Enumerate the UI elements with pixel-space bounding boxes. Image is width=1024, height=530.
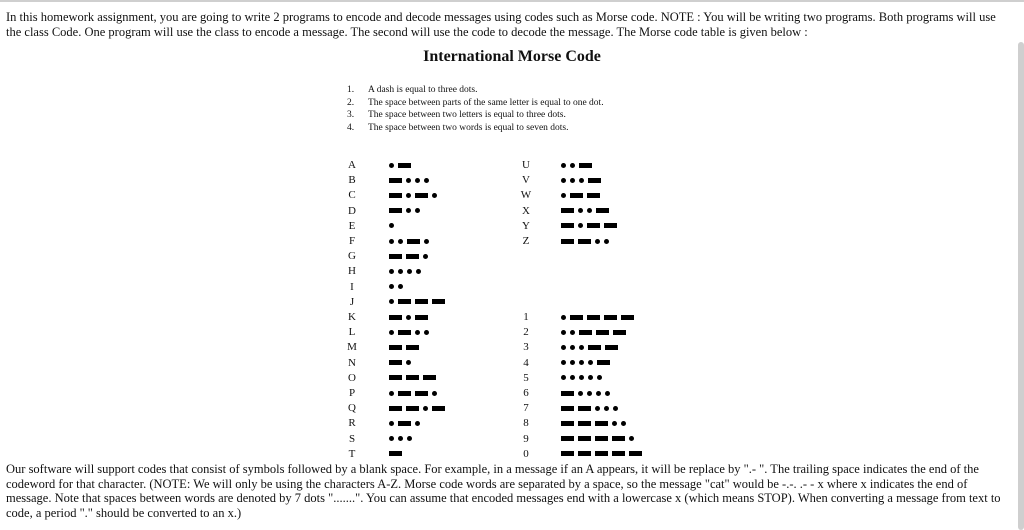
morse-dot bbox=[570, 178, 575, 183]
rule-item bbox=[347, 109, 604, 122]
morse-dash bbox=[389, 360, 402, 365]
morse-dot bbox=[596, 391, 601, 396]
morse-code-symbols bbox=[389, 207, 420, 215]
morse-dot bbox=[604, 406, 609, 411]
morse-dot bbox=[588, 375, 593, 380]
morse-code-symbols bbox=[389, 161, 411, 169]
morse-dot bbox=[407, 436, 412, 441]
morse-row-8 bbox=[519, 416, 719, 430]
morse-dot bbox=[561, 163, 566, 168]
morse-dot bbox=[407, 269, 412, 274]
morse-dot bbox=[423, 254, 428, 259]
morse-dash bbox=[613, 330, 626, 335]
morse-code-symbols bbox=[389, 237, 429, 245]
morse-dash bbox=[415, 299, 428, 304]
rule-number: 2. bbox=[347, 97, 355, 108]
morse-dash bbox=[432, 406, 445, 411]
morse-dot bbox=[432, 391, 437, 396]
morse-dot bbox=[398, 269, 403, 274]
morse-dot bbox=[398, 239, 403, 244]
morse-dash bbox=[389, 451, 402, 456]
morse-char: A bbox=[348, 159, 356, 171]
morse-dash bbox=[595, 421, 608, 426]
morse-dash bbox=[561, 436, 574, 441]
morse-dash bbox=[406, 345, 419, 350]
morse-dot bbox=[423, 406, 428, 411]
morse-row-p bbox=[345, 386, 545, 400]
morse-dash bbox=[398, 299, 411, 304]
morse-char: K bbox=[348, 311, 356, 323]
morse-code-symbols bbox=[561, 237, 609, 245]
morse-char: P bbox=[348, 387, 356, 399]
morse-code-symbols bbox=[389, 191, 437, 199]
morse-dot bbox=[561, 193, 566, 198]
morse-code-symbols bbox=[561, 374, 602, 382]
morse-row-s bbox=[345, 432, 545, 446]
morse-dot bbox=[621, 421, 626, 426]
morse-dash bbox=[595, 436, 608, 441]
morse-dot bbox=[613, 406, 618, 411]
morse-dash bbox=[561, 391, 574, 396]
morse-dot bbox=[561, 345, 566, 350]
morse-dot bbox=[629, 436, 634, 441]
rule-text: A dash is equal to three dots. bbox=[368, 85, 478, 95]
morse-code-symbols bbox=[561, 359, 610, 367]
morse-dash bbox=[612, 451, 625, 456]
morse-char: E bbox=[348, 219, 356, 232]
morse-dot bbox=[415, 178, 420, 183]
morse-dash bbox=[389, 315, 402, 320]
morse-dash bbox=[561, 239, 574, 244]
morse-dot bbox=[406, 193, 411, 198]
rule-text: The space between two letters is equal to three dots. bbox=[368, 110, 566, 120]
morse-code-symbols bbox=[389, 267, 421, 275]
morse-dash bbox=[587, 315, 600, 320]
morse-code-symbols bbox=[389, 374, 436, 382]
morse-code-symbols bbox=[561, 450, 642, 458]
morse-dash bbox=[561, 421, 574, 426]
rule-number: 4. bbox=[347, 122, 355, 133]
morse-row-9 bbox=[519, 432, 719, 446]
rule-text: The space between parts of the same letter is equal to one dot. bbox=[368, 97, 604, 108]
morse-dot bbox=[415, 330, 420, 335]
morse-char: M bbox=[347, 341, 357, 354]
morse-dash bbox=[389, 345, 402, 350]
morse-code-symbols bbox=[389, 222, 394, 230]
morse-dot bbox=[389, 284, 394, 289]
morse-code-symbols bbox=[561, 161, 592, 169]
morse-row-4 bbox=[519, 356, 719, 370]
morse-dash bbox=[406, 254, 419, 259]
morse-dash bbox=[578, 451, 591, 456]
rule-item bbox=[347, 122, 604, 135]
morse-row-0 bbox=[519, 447, 719, 461]
morse-dot bbox=[389, 421, 394, 426]
morse-code-symbols bbox=[389, 435, 412, 443]
morse-dash bbox=[588, 345, 601, 350]
morse-char: Y bbox=[522, 219, 530, 232]
morse-row-r bbox=[345, 416, 545, 430]
morse-dot bbox=[406, 360, 411, 365]
morse-dot bbox=[432, 193, 437, 198]
morse-row-g bbox=[345, 249, 545, 263]
morse-dash bbox=[423, 375, 436, 380]
morse-row-b bbox=[345, 173, 545, 187]
morse-dash bbox=[595, 451, 608, 456]
morse-dash bbox=[407, 239, 420, 244]
morse-dot bbox=[398, 284, 403, 289]
morse-dot bbox=[570, 375, 575, 380]
morse-dash bbox=[612, 436, 625, 441]
morse-code-symbols bbox=[561, 435, 634, 443]
morse-row-c bbox=[345, 188, 545, 202]
morse-code-symbols bbox=[389, 404, 445, 412]
morse-dot bbox=[389, 299, 394, 304]
morse-dot bbox=[595, 406, 600, 411]
morse-row-3 bbox=[519, 340, 719, 354]
morse-char: 0 bbox=[523, 447, 529, 460]
morse-dash bbox=[398, 421, 411, 426]
morse-dash bbox=[389, 375, 402, 380]
morse-dash bbox=[389, 254, 402, 259]
morse-dash bbox=[605, 345, 618, 350]
morse-dot bbox=[389, 163, 394, 168]
morse-char: D bbox=[348, 204, 356, 217]
morse-dot bbox=[570, 330, 575, 335]
morse-char: 2 bbox=[523, 326, 529, 339]
morse-char: 8 bbox=[523, 417, 529, 430]
morse-code-symbols bbox=[561, 191, 600, 199]
morse-code-symbols bbox=[561, 176, 601, 184]
morse-dash bbox=[578, 436, 591, 441]
morse-dot bbox=[406, 315, 411, 320]
morse-char: H bbox=[348, 265, 356, 278]
morse-dash bbox=[604, 223, 617, 228]
morse-code-symbols bbox=[561, 222, 617, 230]
morse-char: 4 bbox=[523, 356, 529, 369]
morse-dash bbox=[406, 375, 419, 380]
morse-dot bbox=[389, 269, 394, 274]
morse-char: J bbox=[349, 295, 355, 308]
morse-char: G bbox=[348, 250, 356, 263]
morse-dot bbox=[570, 345, 575, 350]
morse-row-a bbox=[345, 158, 545, 172]
morse-code-symbols bbox=[389, 298, 445, 306]
morse-dot bbox=[578, 223, 583, 228]
morse-char: W bbox=[520, 189, 532, 202]
morse-dash bbox=[596, 208, 609, 213]
morse-code-symbols bbox=[561, 328, 626, 336]
morse-dot bbox=[389, 436, 394, 441]
morse-row-n bbox=[345, 356, 545, 370]
morse-char: 3 bbox=[523, 341, 529, 354]
morse-code-symbols bbox=[389, 389, 437, 397]
morse-dash bbox=[389, 193, 402, 198]
morse-dot bbox=[612, 421, 617, 426]
morse-char: 6 bbox=[523, 387, 529, 399]
morse-code-symbols bbox=[389, 419, 420, 427]
morse-row-w bbox=[519, 188, 719, 202]
morse-row-y bbox=[519, 219, 719, 233]
morse-dot bbox=[561, 375, 566, 380]
morse-dash bbox=[561, 406, 574, 411]
morse-dot bbox=[579, 345, 584, 350]
morse-dot bbox=[389, 391, 394, 396]
morse-dot bbox=[587, 391, 592, 396]
morse-row-x bbox=[519, 204, 719, 218]
morse-row-7 bbox=[519, 401, 719, 415]
rule-item bbox=[347, 84, 604, 97]
morse-dash bbox=[415, 315, 428, 320]
morse-dash bbox=[561, 451, 574, 456]
morse-row-h bbox=[345, 264, 545, 278]
morse-row-i bbox=[345, 280, 545, 294]
morse-row-l bbox=[345, 325, 545, 339]
morse-dash bbox=[597, 360, 610, 365]
morse-code-symbols bbox=[561, 419, 626, 427]
morse-dash bbox=[561, 223, 574, 228]
morse-row-2 bbox=[519, 325, 719, 339]
morse-dash bbox=[398, 391, 411, 396]
morse-dot bbox=[415, 421, 420, 426]
morse-dash bbox=[398, 330, 411, 335]
morse-dash bbox=[398, 163, 411, 168]
morse-dash bbox=[406, 406, 419, 411]
morse-row-j bbox=[345, 295, 545, 309]
morse-dash bbox=[587, 223, 600, 228]
morse-code-symbols bbox=[389, 450, 402, 458]
morse-dash bbox=[570, 193, 583, 198]
morse-char: Q bbox=[348, 402, 356, 415]
morse-code-symbols bbox=[389, 313, 428, 321]
rule-text: The space between two words is equal to seven dots. bbox=[368, 122, 569, 133]
morse-dash bbox=[604, 315, 617, 320]
morse-char: 7 bbox=[523, 402, 529, 415]
morse-dash bbox=[415, 193, 428, 198]
morse-dash bbox=[587, 193, 600, 198]
morse-dot bbox=[578, 208, 583, 213]
morse-dot bbox=[406, 178, 411, 183]
morse-dash bbox=[561, 208, 574, 213]
morse-row-z bbox=[519, 234, 719, 248]
morse-char: N bbox=[348, 356, 356, 369]
rule-item bbox=[347, 97, 604, 110]
intro-paragraph: In this homework assignment, you are going to write 2 programs to encode and decode messages using codes such as Morse code. NOTE : You will be writing two programs. Both programs will use the class Code. One program will use the class to encode a message. The second will use the code to decode the message. The Morse code table is given below : bbox=[6, 10, 996, 39]
morse-row-6 bbox=[519, 386, 719, 400]
morse-dash bbox=[578, 421, 591, 426]
morse-row-1 bbox=[519, 310, 719, 324]
morse-code-symbols bbox=[389, 283, 403, 291]
morse-dash bbox=[588, 178, 601, 183]
morse-dot bbox=[579, 178, 584, 183]
morse-code-symbols bbox=[389, 359, 411, 367]
morse-dash bbox=[578, 239, 591, 244]
morse-char: B bbox=[348, 174, 356, 187]
morse-dash bbox=[579, 330, 592, 335]
morse-dot bbox=[561, 330, 566, 335]
morse-dot bbox=[595, 239, 600, 244]
morse-char: 5 bbox=[523, 371, 529, 384]
morse-code-symbols bbox=[561, 343, 618, 351]
morse-dot bbox=[415, 208, 420, 213]
morse-char: S bbox=[348, 432, 356, 445]
morse-rules-list bbox=[347, 84, 604, 134]
morse-dot bbox=[424, 239, 429, 244]
morse-code-symbols bbox=[389, 176, 429, 184]
morse-dot bbox=[579, 375, 584, 380]
morse-dot bbox=[588, 360, 593, 365]
morse-dot bbox=[561, 360, 566, 365]
morse-dot bbox=[561, 315, 566, 320]
morse-code-symbols bbox=[389, 343, 419, 351]
morse-dot bbox=[406, 208, 411, 213]
morse-row-u bbox=[519, 158, 719, 172]
morse-code-symbols bbox=[389, 328, 429, 336]
morse-dash bbox=[621, 315, 634, 320]
morse-code-symbols bbox=[389, 252, 428, 260]
morse-dot bbox=[389, 330, 394, 335]
morse-dash bbox=[629, 451, 642, 456]
morse-row-e bbox=[345, 219, 545, 233]
morse-dot bbox=[579, 360, 584, 365]
rule-number: 3. bbox=[347, 110, 355, 120]
morse-dot bbox=[587, 208, 592, 213]
morse-row-m bbox=[345, 340, 545, 354]
morse-char: F bbox=[348, 235, 356, 247]
morse-char: R bbox=[348, 417, 356, 430]
morse-code-symbols bbox=[561, 313, 634, 321]
morse-dot bbox=[561, 178, 566, 183]
morse-char: Z bbox=[522, 235, 530, 247]
morse-table-title: International Morse Code bbox=[423, 48, 601, 65]
morse-dot bbox=[416, 269, 421, 274]
morse-dot bbox=[424, 178, 429, 183]
morse-code-symbols bbox=[561, 207, 609, 215]
morse-code-symbols bbox=[561, 389, 610, 397]
morse-dot bbox=[578, 391, 583, 396]
morse-char: T bbox=[348, 447, 356, 460]
morse-dot bbox=[604, 239, 609, 244]
morse-char: V bbox=[522, 174, 530, 187]
morse-dash bbox=[415, 391, 428, 396]
morse-dash bbox=[389, 178, 402, 183]
morse-char: O bbox=[348, 371, 356, 384]
morse-row-d bbox=[345, 204, 545, 218]
morse-dot bbox=[570, 163, 575, 168]
morse-char: I bbox=[350, 280, 354, 293]
morse-dash bbox=[578, 406, 591, 411]
morse-char: U bbox=[522, 159, 530, 171]
morse-row-f bbox=[345, 234, 545, 248]
morse-dot bbox=[570, 360, 575, 365]
morse-dash bbox=[432, 299, 445, 304]
morse-code-symbols bbox=[561, 404, 618, 412]
morse-char: C bbox=[348, 189, 356, 202]
morse-dot bbox=[424, 330, 429, 335]
top-border bbox=[0, 0, 1024, 2]
morse-dash bbox=[389, 208, 402, 213]
morse-dash bbox=[579, 163, 592, 168]
morse-dot bbox=[398, 436, 403, 441]
morse-row-q bbox=[345, 401, 545, 415]
rule-number: 1. bbox=[347, 85, 355, 95]
morse-row-k bbox=[345, 310, 545, 324]
morse-row-5 bbox=[519, 371, 719, 385]
morse-char: 1 bbox=[523, 311, 529, 323]
morse-row-v bbox=[519, 173, 719, 187]
morse-dash bbox=[596, 330, 609, 335]
morse-dot bbox=[389, 239, 394, 244]
morse-dash bbox=[570, 315, 583, 320]
morse-char: 9 bbox=[523, 432, 529, 445]
morse-dot bbox=[597, 375, 602, 380]
scrollbar[interactable] bbox=[1018, 42, 1024, 530]
morse-row-t bbox=[345, 447, 545, 461]
morse-dot bbox=[605, 391, 610, 396]
morse-dot bbox=[389, 223, 394, 228]
morse-char: X bbox=[522, 204, 530, 217]
morse-char: L bbox=[348, 326, 356, 339]
morse-dash bbox=[389, 406, 402, 411]
morse-row-o bbox=[345, 371, 545, 385]
description-paragraph: Our software will support codes that consist of symbols followed by a blank space. For example, in a message if an A appears, it will be replace by ".- ". The trailing space indicates the end of the codeword for that character. (NOTE: We will only be using the characters A-Z. Morse code words are separated by a space, so the message "cat" would be -.-. .- - x where x indicates the end of message. Note that spaces between words are denoted by 7 dots ".......". You can assume that encoded messages end with a lowercase x (which means STOP). When converting a message from text to code, a period "." should be converted to an x.) bbox=[6, 462, 1001, 520]
